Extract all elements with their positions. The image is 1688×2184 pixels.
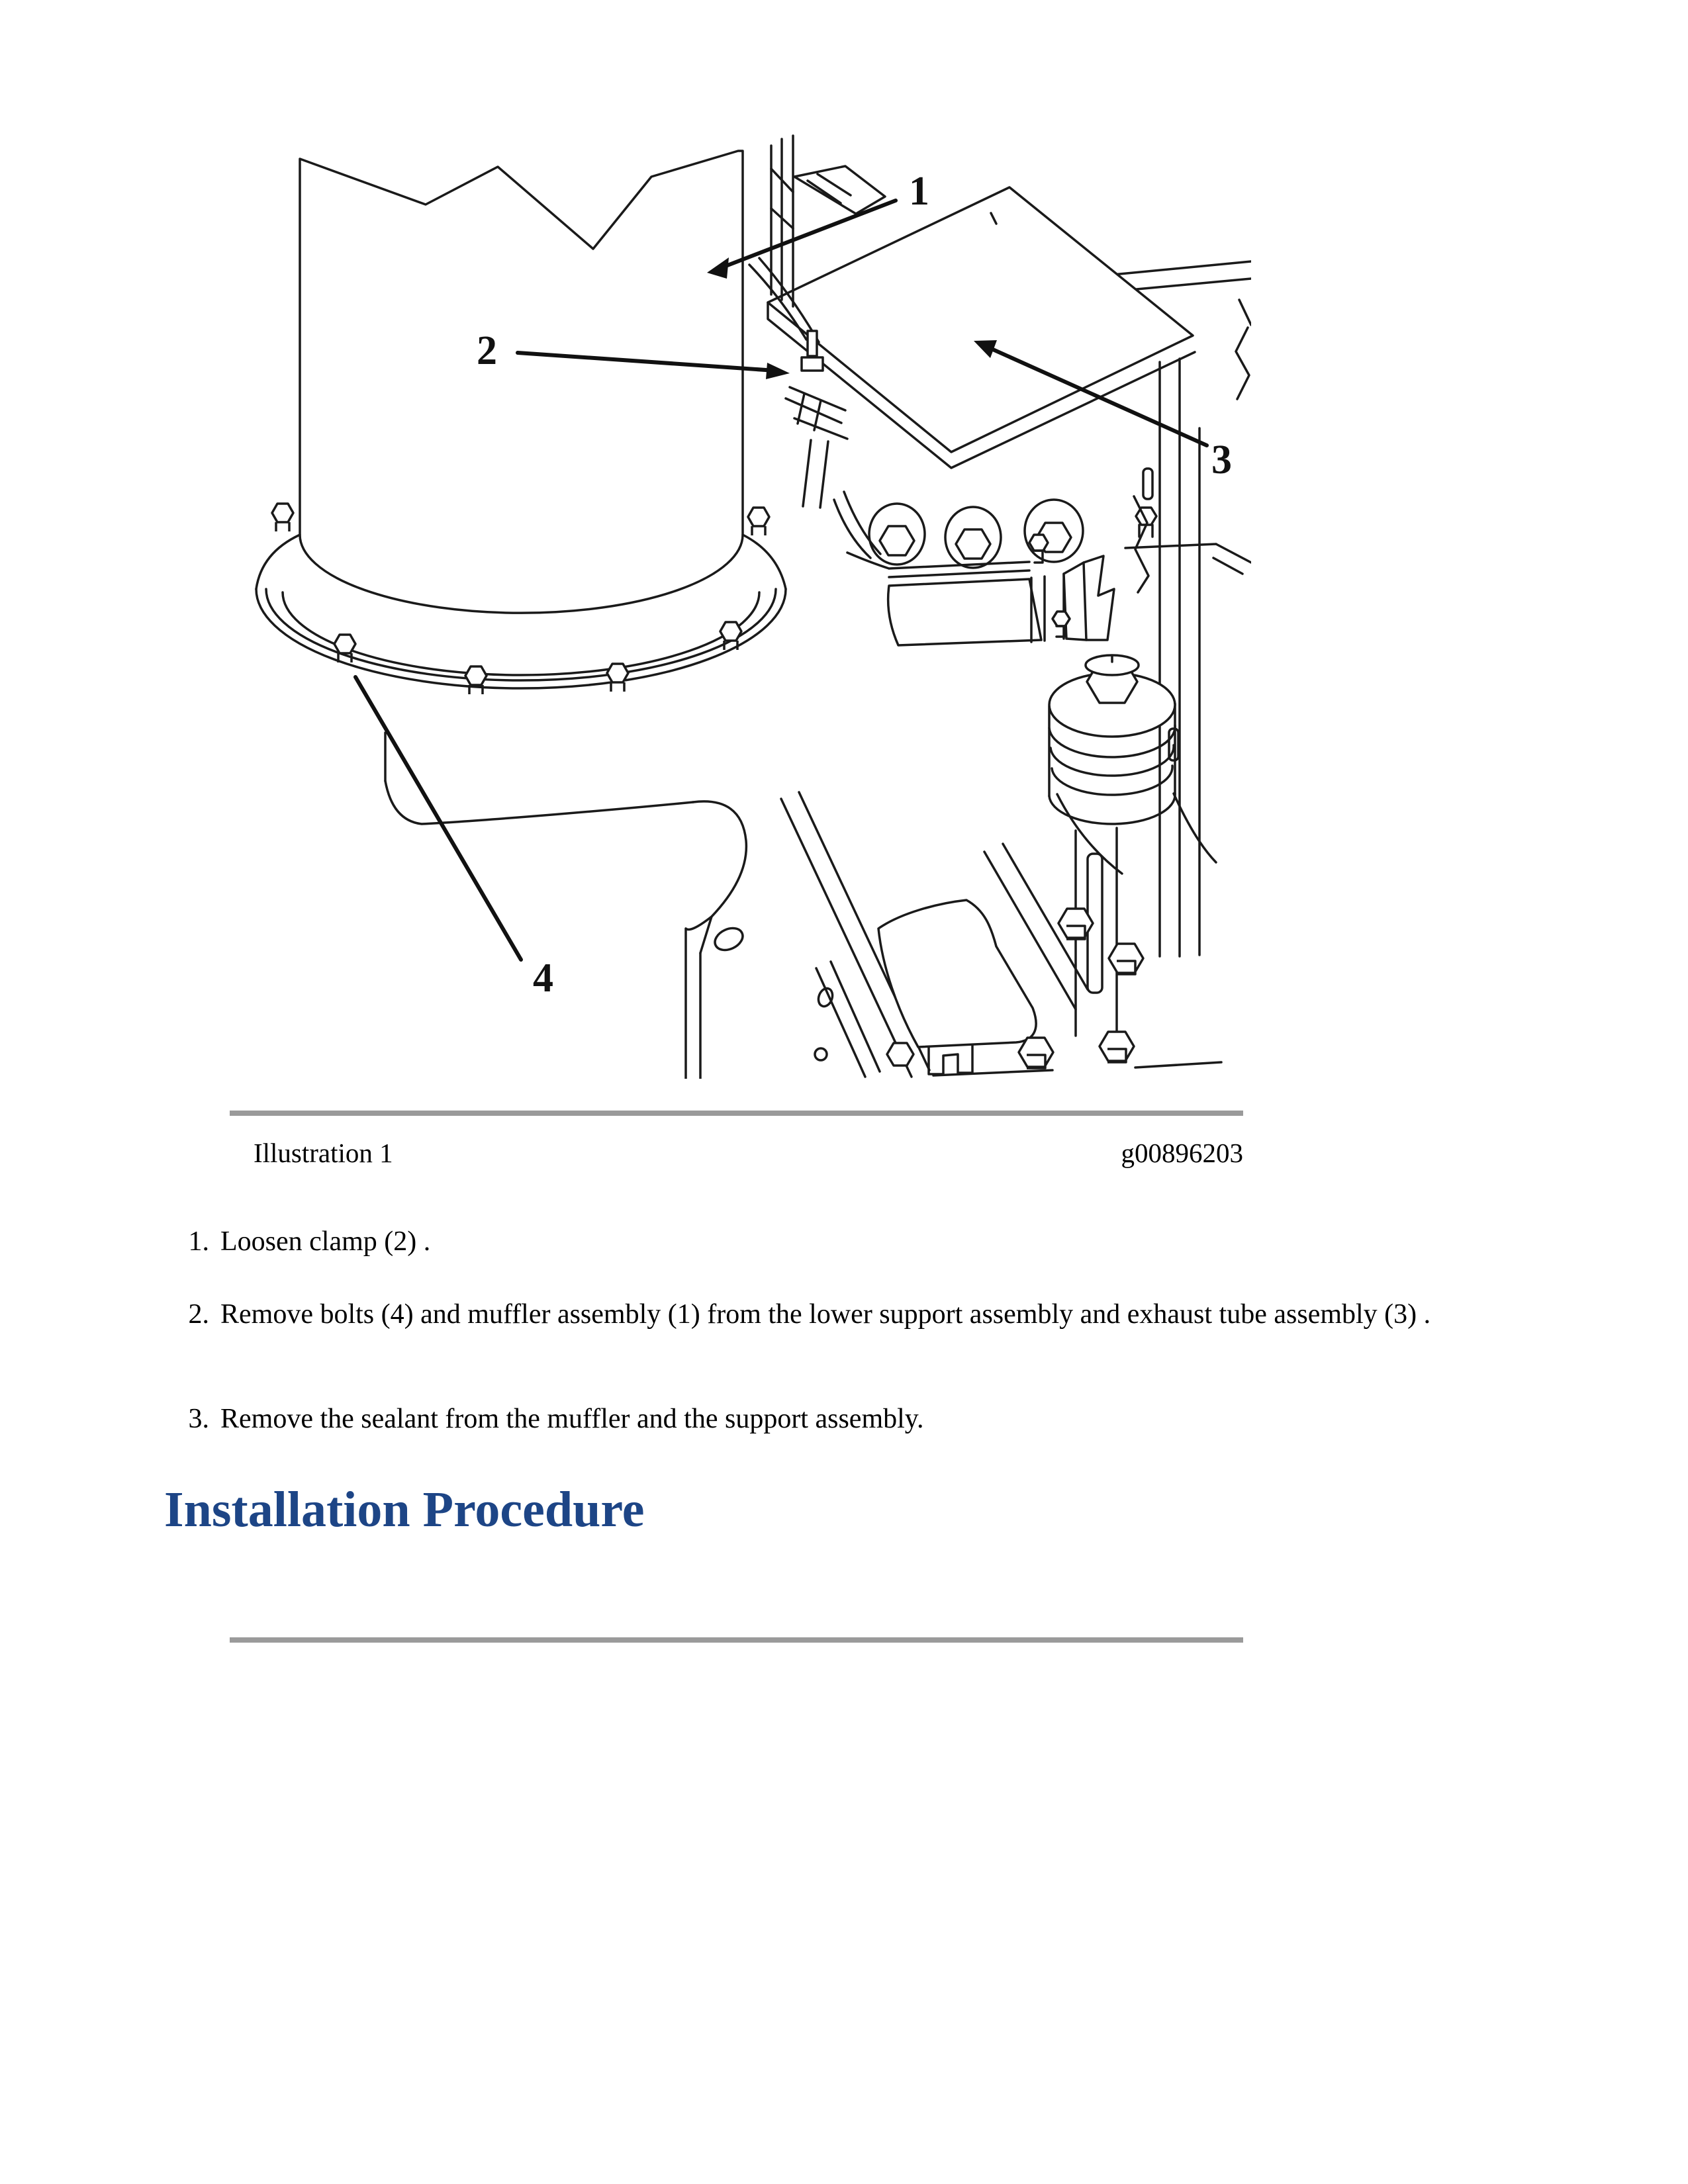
exhaust-shield-panel bbox=[768, 166, 1195, 468]
step-item-1 bbox=[179, 1222, 1503, 1261]
figure-caption-label: Illustration 1 bbox=[254, 1138, 393, 1168]
step-text: Remove the sealant from the muffler and the support assembly. bbox=[220, 1404, 924, 1434]
muffler-body bbox=[300, 151, 743, 613]
step-text: Remove bolts (4) and muffler assembly (1) from the lower support assembly and exhaust tube assembly (3) . bbox=[220, 1299, 1431, 1330]
exhaust-tube bbox=[834, 492, 1114, 645]
step-number: 3. bbox=[188, 1404, 209, 1434]
step-number: 2. bbox=[188, 1299, 209, 1330]
section-bottom-rule bbox=[230, 1637, 1243, 1643]
callout-4: 4 bbox=[533, 956, 553, 1001]
step-number: 1. bbox=[188, 1226, 209, 1257]
section-heading: Installation Procedure bbox=[164, 1482, 645, 1537]
step-item-3 bbox=[179, 1400, 1503, 1439]
callout-3: 3 bbox=[1211, 437, 1232, 482]
figure-top-rule bbox=[230, 1111, 1243, 1116]
figure-caption bbox=[230, 1137, 1243, 1177]
lower-support-assembly bbox=[385, 733, 1221, 1079]
muffler-removal-illustration bbox=[248, 129, 1251, 1079]
callout-1: 1 bbox=[909, 169, 929, 214]
callout-2: 2 bbox=[477, 328, 497, 373]
figure-reference-number: g00896203 bbox=[1121, 1138, 1243, 1168]
support-boss-cap bbox=[1049, 612, 1216, 874]
step-text: Loosen clamp (2) . bbox=[220, 1226, 431, 1257]
step-item-2 bbox=[179, 1295, 1503, 1334]
